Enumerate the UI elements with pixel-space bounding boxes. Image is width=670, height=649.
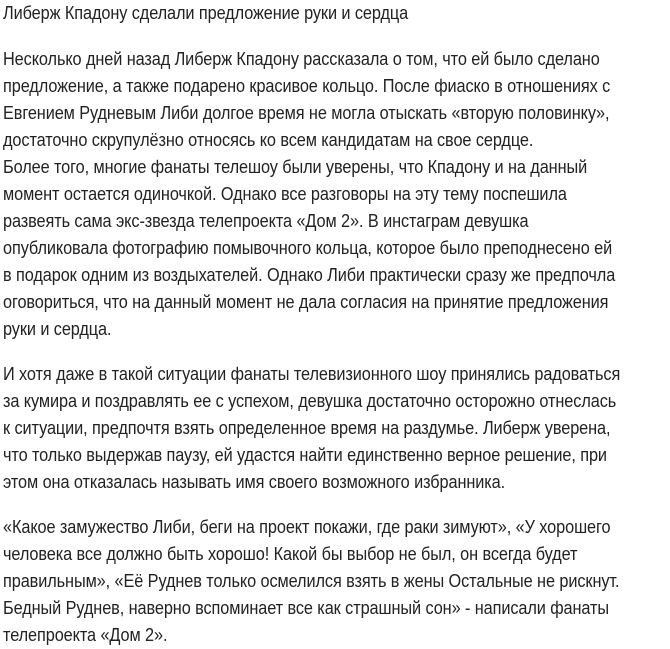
text-line: достаточно скрупулёзно относясь ко всем кандидатам на свое сердце. — [3, 130, 534, 150]
paragraph-3 — [3, 514, 637, 649]
text-line: правильным», «Её Руднев только осмелился взять в жены Остальные не рискнут. — [3, 571, 620, 591]
paragraph-spacer — [3, 496, 637, 514]
text-line: телепроекта «Дом 2». — [3, 625, 168, 645]
text-line: И хотя даже в такой ситуации фанаты телевизионного шоу принялись радоваться — [3, 364, 621, 384]
text-line: «Какое замужество Либи, беги на проект покажи, где раки зимуют», «У хорошего — [3, 517, 611, 537]
paragraph-1 — [3, 46, 637, 343]
text-line: опубликовала фотографию помывочного кольца, которое было преподнесено ей — [3, 238, 613, 258]
text-line: оговориться, что на данный момент не дала согласия на принятие предложения — [3, 292, 609, 312]
article-title: Либерж Кпадону сделали предложение руки и сердца — [3, 3, 409, 23]
text-line: руки и сердца. — [3, 319, 112, 339]
text-line: в подарок одним из воздыхателей. Однако Либи практически сразу же предпочла — [3, 265, 616, 285]
paragraph-spacer — [3, 343, 637, 361]
text-line: Несколько дней назад Либерж Кпадону рассказала о том, что ей было сделано — [3, 49, 600, 69]
text-line: человека все должно быть хорошо! Какой бы выбор не был, он всегда будет — [3, 544, 578, 564]
text-line: момент остается одиночкой. Однако все разговоры на эту тему поспешила — [3, 184, 567, 204]
text-line: предложение, а также подарено красивое кольцо. После фиаско в отношениях с — [3, 76, 611, 96]
text-line: Евгением Рудневым Либи долгое время не могла отыскать «вторую половинку», — [3, 103, 610, 123]
text-line: что только выдержав паузу, ей удастся найти единственно верное решение, при — [3, 445, 607, 465]
article — [3, 0, 637, 649]
text-line: этом она отказалась называть имя своего возможного избранника. — [3, 472, 506, 492]
paragraph-2 — [3, 361, 637, 496]
text-line: за кумира и поздравлять ее с успехом, девушка достаточно осторожно отнеслась — [3, 391, 617, 411]
text-line: Более того, многие фанаты телешоу были уверены, что Кпадону и на данный — [3, 157, 588, 177]
text-line: к ситуации, предпочтя взять определенное время на раздумье. Либерж уверена, — [3, 418, 611, 438]
text-line: развеять сама экс-звезда телепроекта «Дом 2». В инстаграм девушка — [3, 211, 529, 231]
text-line: Бедный Руднев, наверно вспоминает все как страшный сон» - написали фанаты — [3, 598, 610, 618]
